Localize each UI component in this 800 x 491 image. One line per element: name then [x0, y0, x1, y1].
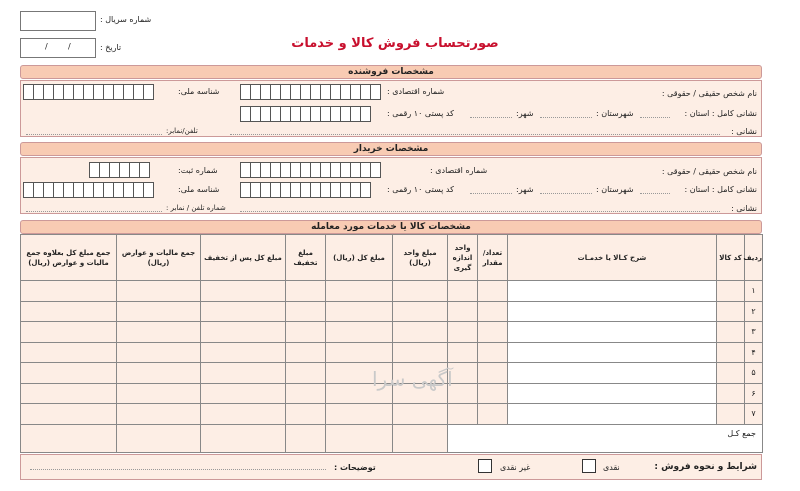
serial-number-field[interactable] — [20, 11, 96, 31]
col-header-description: شرح کـالا یا خدمـات — [508, 235, 717, 281]
row-number: ۷ — [745, 404, 763, 425]
buyer-economic-label: شماره اقتصادی : — [430, 166, 488, 175]
col-header-item-code: کد کالا — [717, 235, 745, 281]
col-header-total-price: مبلغ کل (ریال) — [326, 235, 393, 281]
seller-addr-label: نشانی : — [731, 127, 757, 136]
sales-terms-label: شرایط و نحوه فروش : — [654, 462, 757, 472]
buyer-town-label: شهر: — [516, 185, 534, 194]
buyer-economic-number-input[interactable] — [241, 162, 381, 178]
non-cash-label: غیر نقدی — [500, 463, 531, 472]
non-cash-checkbox[interactable] — [478, 459, 492, 473]
col-header-quantity: تعداد/ مقدار — [478, 235, 508, 281]
table-row — [21, 342, 763, 363]
table-row — [21, 404, 763, 425]
row-number: ۱ — [745, 281, 763, 302]
items-section-header: مشخصات کالا یا خدمات مورد معامله — [20, 220, 762, 234]
buyer-phone-label: شماره تلفن / نمابر : — [166, 204, 226, 212]
watermark: آگهی سرا — [372, 367, 453, 391]
date-separator: / — [45, 42, 48, 51]
seller-name-label: نام شخص حقیقی / حقوقی : — [661, 89, 757, 98]
col-header-row-number: ردیف — [745, 235, 763, 281]
buyer-postal-label: کد پستی ۱۰ رقمی : — [387, 185, 454, 194]
seller-economic-number-input[interactable] — [241, 84, 381, 100]
buyer-reg-number-label: شماره ثبت: — [178, 166, 218, 175]
seller-economic-label: شماره اقتصادی : — [387, 87, 445, 96]
total-row — [21, 424, 763, 452]
col-header-total-after-discount: مبلغ کل پس از تخفیف — [201, 235, 286, 281]
col-header-grand-total: جمع مبلغ کل بعلاوه جمع مالیات و عوارض (ریال) — [21, 235, 117, 281]
notes-label: توضیحات : — [334, 463, 376, 472]
buyer-section-header: مشخصات خریدار — [20, 142, 762, 156]
buyer-address-label: نشانی کامل : استان : — [684, 185, 757, 194]
buyer-addr-label: نشانی : — [731, 204, 757, 213]
col-header-discount: مبلغ تخفیف — [286, 235, 326, 281]
buyer-postal-code-input[interactable] — [241, 182, 371, 198]
table-row — [21, 322, 763, 343]
seller-section-header: مشخصات فروشنده — [20, 65, 762, 79]
serial-number-label: شماره سریال : — [100, 15, 152, 24]
seller-phone-label: تلفن/نمابر: — [166, 127, 198, 135]
items-header-row — [21, 235, 763, 281]
invoice-title: صورتحساب فروش کالا و خدمات — [291, 36, 499, 51]
seller-national-id-input[interactable] — [24, 84, 154, 100]
date-separator: / — [68, 42, 71, 51]
buyer-city-label: شهرستان : — [596, 185, 634, 194]
seller-city-label: شهرستان : — [596, 109, 634, 118]
row-number: ۵ — [745, 363, 763, 384]
seller-postal-code-input[interactable] — [241, 106, 371, 122]
col-header-unit-price: مبلغ واحد (ریال) — [393, 235, 448, 281]
cash-label: نقدی — [603, 463, 620, 472]
table-row — [21, 301, 763, 322]
date-label: تاریخ : — [100, 43, 122, 52]
table-row — [21, 281, 763, 302]
row-number: ۳ — [745, 322, 763, 343]
notes-line[interactable] — [30, 469, 326, 470]
col-header-unit: واحد اندازه گیری — [448, 235, 478, 281]
cash-checkbox[interactable] — [582, 459, 596, 473]
row-number: ۶ — [745, 383, 763, 404]
seller-postal-label: کد پستی ۱۰ رقمی : — [387, 109, 454, 118]
buyer-name-label: نام شخص حقیقی / حقوقی : — [661, 167, 757, 176]
total-label: جمع کـل — [727, 428, 756, 438]
date-field[interactable] — [20, 38, 96, 58]
footer-panel — [20, 454, 762, 480]
seller-address-label: نشانی کامل : استان : — [684, 109, 757, 118]
col-header-tax-total: جمع مالیات و عوارض (ریال) — [117, 235, 201, 281]
row-number: ۴ — [745, 342, 763, 363]
buyer-national-id-input[interactable] — [24, 182, 154, 198]
row-number: ۲ — [745, 301, 763, 322]
buyer-national-id-label: شناسه ملی: — [178, 185, 220, 194]
seller-town-label: شهر: — [516, 109, 534, 118]
seller-national-id-label: شناسه ملی: — [178, 87, 220, 96]
items-table — [20, 234, 763, 453]
buyer-reg-number-input[interactable] — [90, 162, 150, 178]
